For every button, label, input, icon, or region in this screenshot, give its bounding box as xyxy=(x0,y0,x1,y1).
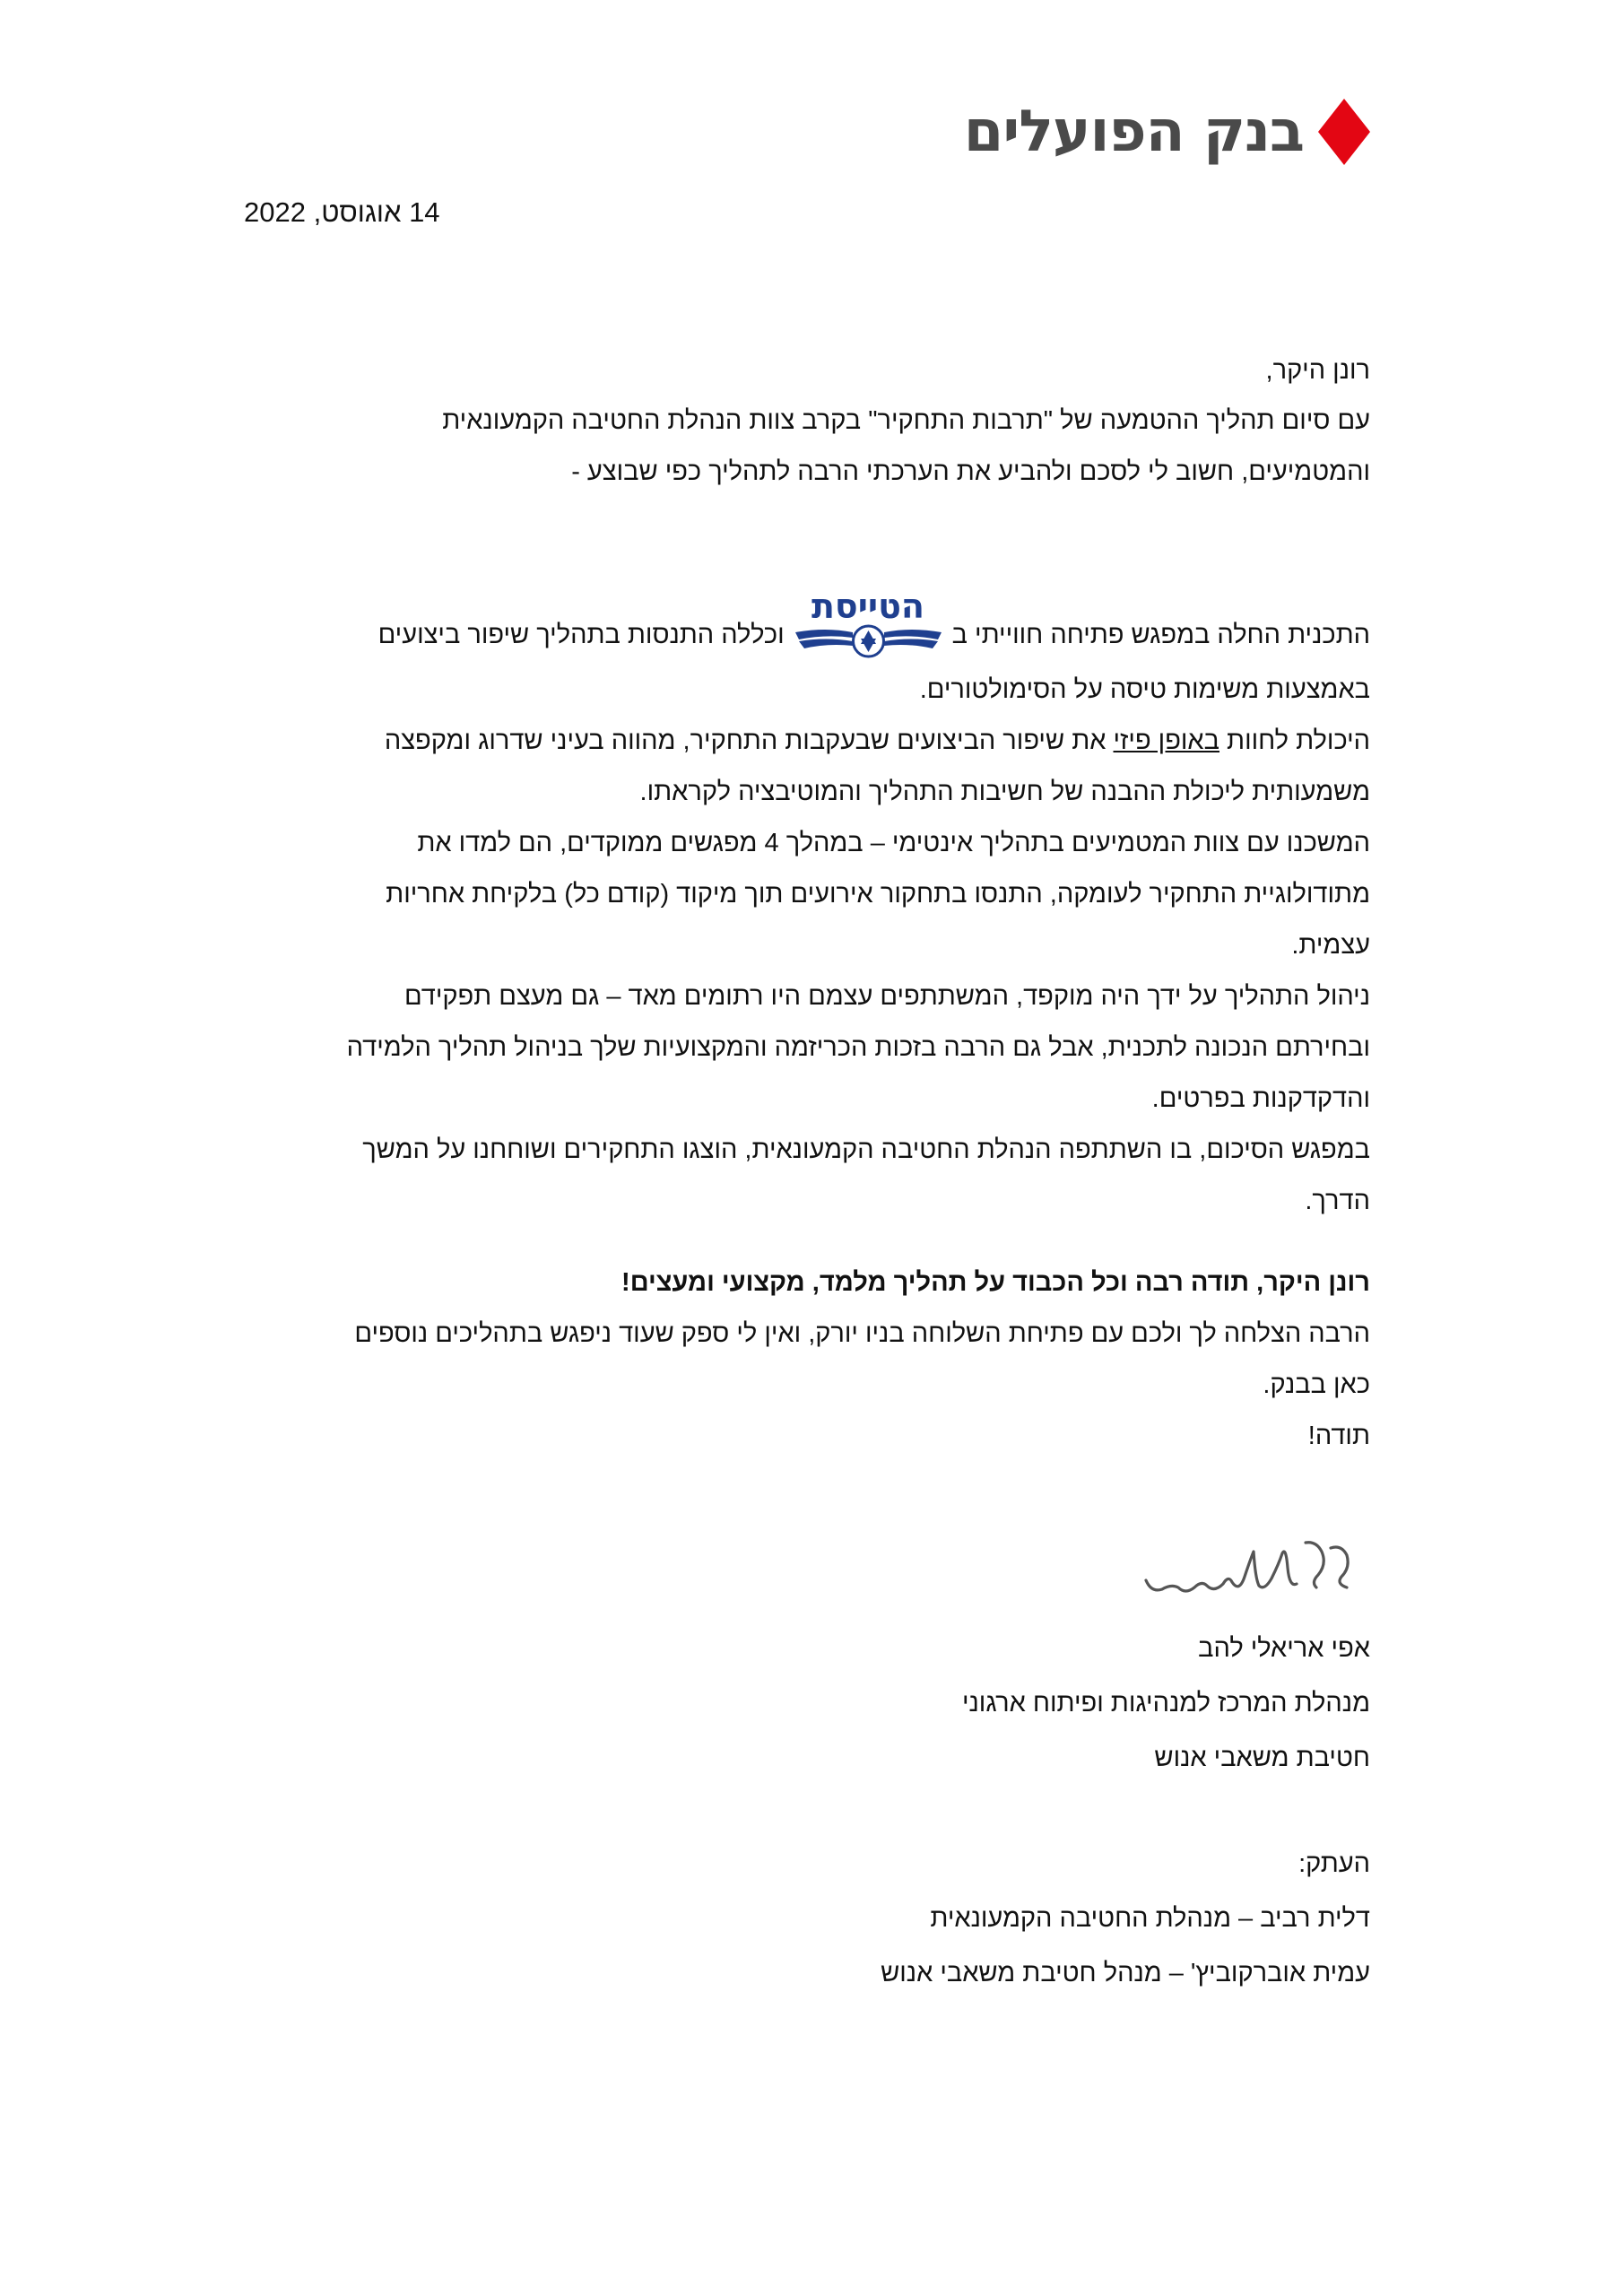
paragraph4-line: והדקדקנות בפרטים. xyxy=(1151,1084,1370,1113)
greeting-line: רונן היקר, xyxy=(1265,356,1370,385)
cc-recipient: עמית אוברקוביץ' – מנהל חטיבת משאבי אנוש xyxy=(881,1959,1370,1987)
cc-label: העתק: xyxy=(1298,1849,1370,1878)
closing-line: כאן בבנק. xyxy=(1263,1370,1370,1399)
paragraph1-after-logo: וכללה התנסות בתהליך שיפור ביצועים xyxy=(378,621,785,649)
paragraph3-line: עצמית. xyxy=(1291,931,1370,960)
bank-diamond-icon xyxy=(1316,97,1372,167)
underlined-phrase: באופן פיזי xyxy=(1113,726,1219,755)
paragraph1-line1 xyxy=(222,587,1370,665)
closing-thanks: תודה! xyxy=(1307,1422,1370,1450)
intro-paragraph xyxy=(222,396,1370,498)
signer-title: מנהלת המרכז למנהיגות ופיתוח ארגוני xyxy=(961,1689,1370,1718)
paragraph4-line: ניהול התהליך על ידך היה מוקפד, המשתתפים עצמם היו רתומים מאד – גם מעצם תפקידם xyxy=(404,982,1370,1011)
squadron-logo-text: הטייסת xyxy=(811,587,924,626)
signature-block xyxy=(962,1622,1370,1786)
paragraph5-line: הדרך. xyxy=(1305,1187,1370,1215)
intro-line: והמטמיעים, חשוב לי לסכם ולהביע את הערכתי הרבה לתהליך כפי שבוצע - xyxy=(571,457,1370,486)
paragraph2-before-underline: היכולת לחוות xyxy=(1219,726,1370,755)
paragraph3-line: המשכנו עם צוות המטמיעים בתהליך אינטימי – במהלך 4 מפגשים ממוקדים, הם למדו את xyxy=(417,829,1370,857)
cc-block xyxy=(881,1837,1370,2001)
closing-line: הרבה הצלחה לך ולכם עם פתיחת השלוחה בניו יורק, ואין לי ספק שעוד ניפגש בתהליכים נוספים xyxy=(354,1319,1370,1348)
paragraph3-line: מתודולוגיית התחקיר לעומקה, התנסו בתחקור אירועים תוך מיקוד (קודם כל) בלקיחת אחריות xyxy=(386,880,1370,909)
paragraph2-line1 xyxy=(222,716,1370,767)
paragraph2-after-underline: את שיפור הביצועים שבעקבות התחקיר, מהווה בעיני שדרוג ומקפצה xyxy=(384,726,1114,755)
paragraph2-line2: משמעותית ליכולת ההבנה של חשיבות התהליך והמוטיבציה לקראתו. xyxy=(639,778,1370,806)
bank-logo xyxy=(964,97,1372,167)
signer-department: חטיבת משאבי אנוש xyxy=(1154,1744,1370,1772)
cc-recipient: דלית רביב – מנהלת החטיבה הקמעונאית xyxy=(930,1904,1370,1933)
squadron-logo-icon xyxy=(790,587,947,665)
bank-logo-text: בנק הפועלים xyxy=(963,99,1304,165)
closing-bold-line: רונן היקר, תודה רבה וכל הכבוד על תהליך מלמד, מקצועי ומעצים! xyxy=(621,1268,1370,1297)
paragraph4-line: ובחירתם הנכונה לתכנית, אבל גם הרבה בזכות הכריזמה והמקצועיות שלך בניהול תהליך הלמידה xyxy=(346,1033,1370,1062)
signer-name: אפי אריאלי להב xyxy=(1198,1634,1370,1663)
closing-section xyxy=(222,1257,1370,1462)
letter-date: 14 אוגוסט, 2022 xyxy=(244,196,440,228)
paragraph1-before-logo: התכנית החלה במפגש פתיחה חווייתי ב xyxy=(951,621,1370,649)
handwritten-signature xyxy=(1139,1525,1354,1605)
paragraph5-line: במפגש הסיכום, בו השתתפה הנהלת החטיבה הקמעונאית, הוצגו התחקירים ושוחחנו על המשך xyxy=(362,1135,1370,1164)
letter-body xyxy=(222,587,1370,1227)
greeting xyxy=(222,345,1370,396)
intro-line: עם סיום תהליך ההטמעה של "תרבות התחקיר" בקרב צוות הנהלת החטיבה הקמעונאית xyxy=(442,406,1370,435)
paragraph1-line2: באמצעות משימות טיסה על הסימולטורים. xyxy=(919,675,1370,704)
